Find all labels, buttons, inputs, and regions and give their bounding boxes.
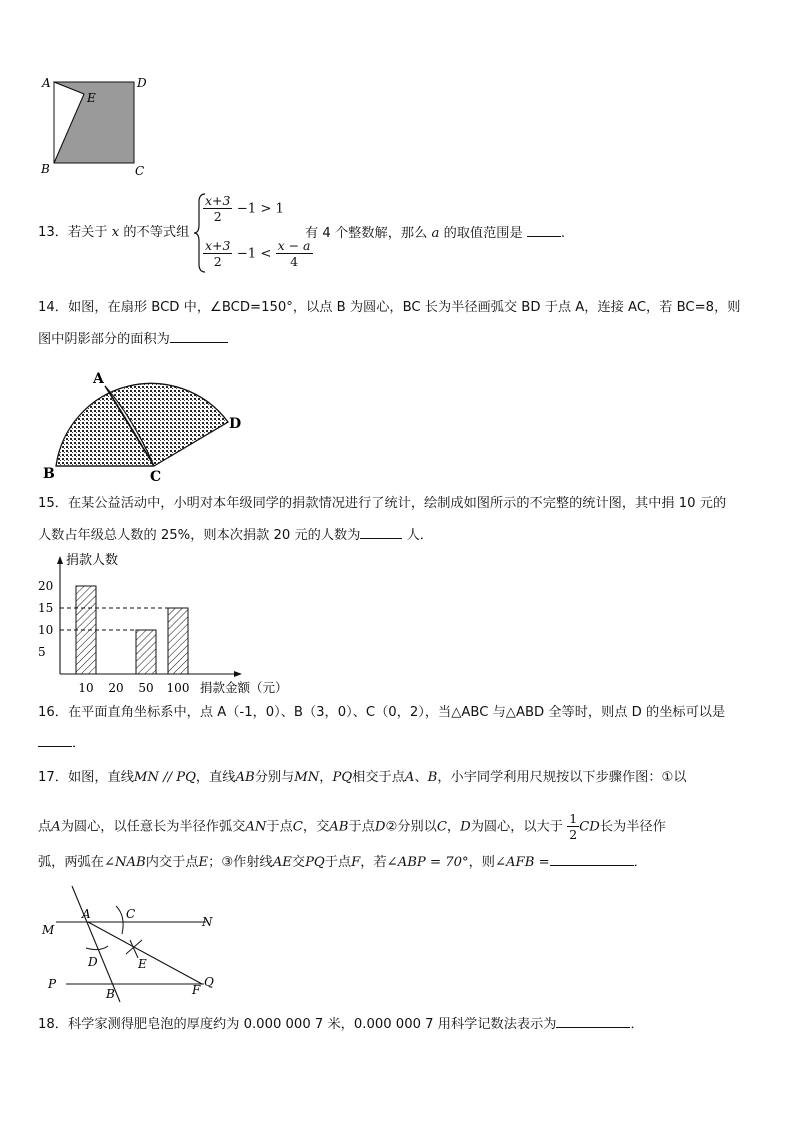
parallel-lines-figure (38, 878, 228, 1006)
x-tick-label: 100 (166, 681, 190, 695)
bar-50 (136, 630, 156, 674)
label-M: M (42, 923, 55, 937)
label-B: B (41, 162, 50, 176)
question-16-line2: ． (38, 734, 85, 753)
question-16-line1: 16．在平面直角坐标系中，点 A（-1，0）、B（3，0）、C（0，2），当△ABC 与△ABD 全等时，则点 D 的坐标可以是 (38, 705, 726, 720)
x-axis-label: 捐款金额（元） (200, 680, 288, 695)
label-C: C (126, 907, 136, 921)
label-A: A (93, 371, 104, 387)
y-axis-label: 捐款人数 (66, 553, 119, 568)
question-18: 18．科学家测得肥皂泡的厚度约为 0.000 000 7 米，0.000 000 7 用科学记数法表示为 ． (38, 1017, 644, 1032)
y-axis-arrow (57, 556, 63, 564)
question-17-line3: 弧，两弧在∠NAB内交于点E；③作射线AE交PQ于点F，若∠ABP = 70°，则∠AFB = ． (38, 855, 647, 870)
question-15-line2: 人数占年级总人数的 25%，则本次捐款 20 元的人数为 人． (38, 528, 433, 543)
label-A: A (82, 907, 91, 921)
bar-10 (76, 586, 96, 674)
x-axis-arrow (234, 671, 242, 677)
x-tick-label: 50 (138, 681, 154, 695)
y-tick-label: 10 (38, 623, 54, 637)
answer-blank-17[interactable] (550, 853, 634, 866)
x-tick-label: 10 (78, 681, 94, 695)
question-14-line2: 图中阴影部分的面积为 (38, 330, 228, 349)
x-tick-label: 20 (108, 681, 124, 695)
question-13: 13．若关于 x 的不等式组 (38, 225, 190, 240)
label-E: E (87, 91, 96, 105)
inequality-1: $\frac{x+3}{2}$ −1 > 1 (205, 193, 284, 224)
label-F: F (192, 983, 201, 997)
question-17-line2: 点A为圆心，以任意长为半径作弧交AN于点C，交AB于点D②分别以C，D为圆心，以大于 $\frac{1}{2}$ CD长为半径作 (38, 811, 666, 842)
question-14-line1: 14．如图，在扇形 BCD 中，∠BCD=150°，以点 B 为圆心，BC 长为半径画弧交 BD 于点 A，连接 AC，若 BC=8，则 (38, 300, 741, 315)
label-B: B (106, 987, 115, 1001)
label-B: B (43, 466, 55, 482)
square-figure (36, 72, 156, 180)
answer-blank-15[interactable] (360, 526, 402, 539)
inequality-2: $\frac{x+3}{2}$ −1 < $\frac{x - a}{4}$ (205, 238, 311, 269)
label-N: N (202, 915, 213, 929)
bar-100 (168, 608, 188, 674)
y-tick-label: 20 (38, 579, 54, 593)
y-tick-label: 15 (38, 601, 54, 615)
donation-bar-chart (30, 548, 288, 698)
answer-blank-14[interactable] (170, 330, 228, 343)
label-C: C (135, 164, 145, 178)
label-A: A (42, 76, 51, 90)
question-13-tail: 有 4 个整数解，那么 a 的取值范围是 . (305, 226, 566, 241)
label-P: P (48, 977, 57, 991)
question-15-line1: 15．在某公益活动中，小明对本年级同学的捐款情况进行了统计，绘制成如图所示的不完整的统计图，其中捐 10 元的 (38, 496, 727, 511)
label-D: D (229, 416, 242, 432)
question-17-line1: 17．如图，直线MN // PQ，直线AB分别与MN，PQ相交于点A、B，小宇同学利用尺规按以下步骤作图：①以 (38, 770, 687, 785)
label-D: D (137, 76, 147, 90)
label-Q: Q (204, 975, 214, 989)
answer-blank-16[interactable] (38, 734, 72, 747)
answer-blank-13[interactable] (527, 224, 561, 237)
y-tick-label: 5 (38, 645, 46, 659)
label-C: C (150, 469, 162, 485)
label-D: D (88, 955, 98, 969)
label-E: E (138, 957, 147, 971)
sector-figure (38, 366, 250, 484)
answer-blank-18[interactable] (556, 1015, 630, 1028)
